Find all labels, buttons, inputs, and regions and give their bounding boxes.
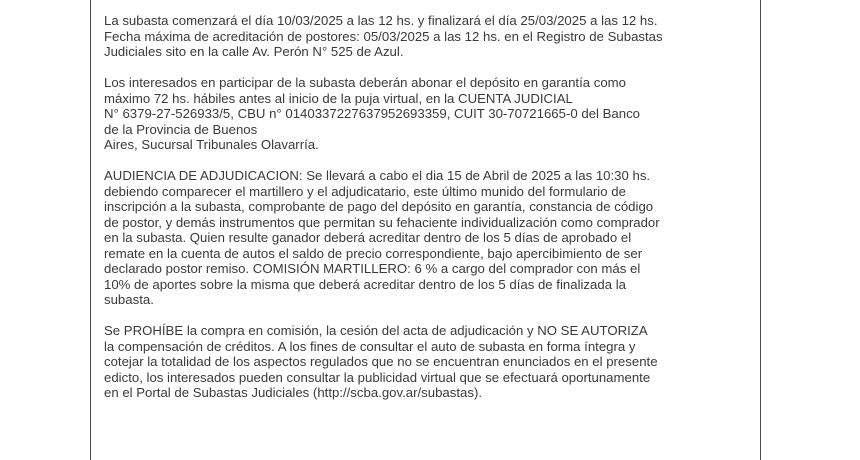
text-line: de postor, y demás instrumentos que permitan su fehaciente individualización como comprador [104,214,660,230]
text-line: Fecha máxima de acreditación de postores: 05/03/2025 a las 12 hs. en el Registro de Subastas [104,28,663,44]
text-line: en el Portal de Subastas Judiciales (http://scba.gov.ar/subastas). [104,385,482,400]
text-line: 10% de aportes sobre la misma que deberá acreditar dentro de los 5 días de finalizada la [104,276,626,292]
paragraph-prohibitions [104,323,754,401]
text-line: La subasta comenzará el día 10/03/2025 a las 12 hs. y finalizará el día 25/03/2025 a las 12 hs. [104,13,658,28]
paragraph-adjudication-hearing [104,168,754,308]
paragraph-deposit [104,75,754,153]
text-line: edicto, los interesados pueden consultar la publicidad virtual que se efectuará oportunamente [104,369,651,385]
text-line: debiendo comparecer el martillero y el adjudicatario, este último munido del formulario de [104,183,626,199]
text-line: N° 6379-27-526933/5, CBU n° 0140337227637952693359, CUIT 30-70721665-0 del Banco [104,106,641,121]
text-line: remate en la cuenta de autos el saldo de precio correspondiente, bajo apercibimiento de ser [104,245,643,261]
text-line: Los interesados en participar de la subasta deberán abonar el depósito en garantía como [104,75,626,90]
document-frame [90,0,761,460]
text-line: AUDIENCIA DE ADJUDICACION: Se llevará a cabo el dia 15 de Abril de 2025 a las 10:30 hs. [104,168,651,183]
text-line: en la subasta. Quien resulte ganador deberá acreditar dentro de los 5 días de aprobado el [104,230,632,245]
text-line: declarado postor remiso. COMISIÓN MARTILLERO: 6 % a cargo del comprador con más el [104,261,641,276]
text-line: cotejar la totalidad de los aspectos regulados que no se encuentran enunciados en el presente [104,354,658,369]
document-body [104,13,754,416]
text-line: máximo 72 hs. hábiles antes al inicio de la puja virtual, en la CUENTA JUDICIAL [104,90,573,106]
text-line: Se PROHÍBE la compra en comisión, la cesión del acta de adjudicación y NO SE AUTORIZA [104,323,648,338]
text-line: subasta. [104,292,154,307]
text-line: Judiciales sito en la calle Av. Perón N° 525 de Azul. [104,44,404,59]
text-line: Aires, Sucursal Tribunales Olavarría. [104,137,319,152]
text-line: la compensación de créditos. A los fines de consultar el auto de subasta en forma íntegra y [104,338,636,354]
text-line: inscripción a la subasta, comprobante de pago del depósito en garantía, constancia de código [104,199,654,214]
paragraph-auction-dates [104,13,754,60]
text-line: de la Provincia de Buenos [104,121,258,137]
